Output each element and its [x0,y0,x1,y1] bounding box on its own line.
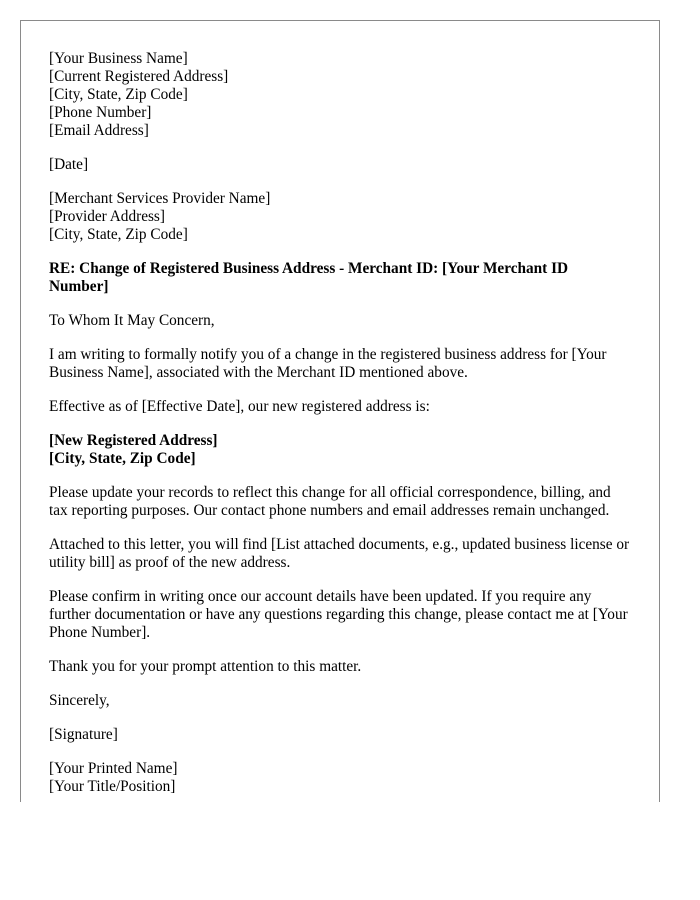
sender-address: [Current Registered Address] [49,68,229,85]
paragraph-effective-date: Effective as of [Effective Date], our new registered address is: [49,398,430,415]
new-address-line: [New Registered Address] [49,432,218,449]
sender-city-state-zip: [City, State, Zip Code] [49,86,188,103]
title-position: [Your Title/Position] [49,778,176,795]
sender-block [49,50,631,140]
recipient-address: [Provider Address] [49,208,165,225]
letter-page [20,20,660,802]
new-address-block [49,432,631,468]
paragraph-update-records: Please update your records to reflect this change for all official correspondence, billing, and tax reporting purposes. Our contact phone numbers and email addresses remain unchanged. [49,484,611,519]
paragraph-thanks: Thank you for your prompt attention to this matter. [49,658,362,675]
printed-name: [Your Printed Name] [49,760,178,777]
sender-business-name: [Your Business Name] [49,50,188,67]
recipient-block [49,190,631,244]
sender-phone: [Phone Number] [49,104,152,121]
paragraph-notification: I am writing to formally notify you of a change in the registered business address for [Your Business Name], associated with the Merchant ID mentioned above. [49,346,607,381]
paragraph-attachments: Attached to this letter, you will find [List attached documents, e.g., updated business license or utility bill] as proof of the new address. [49,536,630,571]
recipient-name: [Merchant Services Provider Name] [49,190,271,207]
new-city-state-zip: [City, State, Zip Code] [49,450,196,467]
salutation: To Whom It May Concern, [49,312,215,329]
signer-block [49,760,631,796]
closing: Sincerely, [49,692,110,709]
subject-line: RE: Change of Registered Business Address - Merchant ID: [Your Merchant ID Number] [49,260,569,295]
letter-content [21,21,659,796]
sender-email: [Email Address] [49,122,149,139]
recipient-city-state-zip: [City, State, Zip Code] [49,226,188,243]
signature-placeholder: [Signature] [49,726,118,743]
paragraph-confirmation: Please confirm in writing once our account details have been updated. If you require any further documentation or have any questions regarding this change, please contact me at [Your Phone Number]. [49,588,628,641]
letter-date: [Date] [49,156,89,173]
